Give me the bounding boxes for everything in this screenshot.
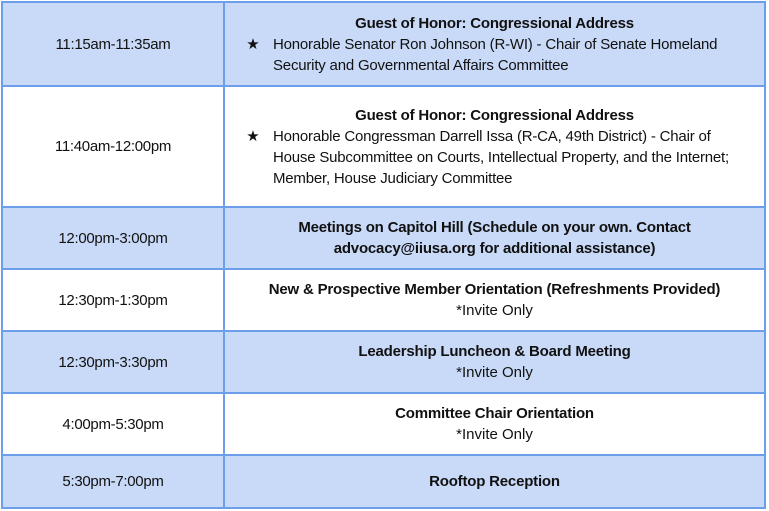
time-cell: 12:30pm-3:30pm <box>2 331 224 393</box>
event-title: Meetings on Capitol Hill (Schedule on your own. Contact advocacy@iiusa.org for additional assistance) <box>298 219 691 257</box>
event-bullet-text: Honorable Senator Ron Johnson (R-WI) - Chair of Senate Homeland Security and Governmental Affairs Committee <box>273 35 718 74</box>
event-title: New & Prospective Member Orientation (Refreshments Provided) <box>268 281 721 298</box>
schedule-row <box>2 207 765 269</box>
event-bullet <box>233 126 756 189</box>
invite-note: *Invite Only <box>456 302 533 319</box>
event-title: Guest of Honor: Congressional Address <box>355 106 634 124</box>
event-cell <box>224 393 765 455</box>
event-cell <box>224 269 765 331</box>
schedule-row <box>2 455 765 508</box>
schedule-row <box>2 86 765 207</box>
time-cell: 11:40am-12:00pm <box>2 86 224 207</box>
event-cell <box>224 455 765 508</box>
invite-note: *Invite Only <box>456 364 533 381</box>
time-cell: 4:00pm-5:30pm <box>2 393 224 455</box>
event-title: Rooftop Reception <box>429 473 560 490</box>
schedule-row <box>2 2 765 86</box>
time-cell: 12:30pm-1:30pm <box>2 269 224 331</box>
event-cell <box>224 86 765 207</box>
event-bullet-text: Honorable Congressman Darrell Issa (R-CA, 49th District) - Chair of House Subcommittee on Courts, Intellectual Property, and the Internet; Member, House Judiciary Committee <box>273 127 729 187</box>
star-icon: ★ <box>246 127 260 145</box>
invite-note: *Invite Only <box>456 426 533 443</box>
schedule-table <box>1 1 766 509</box>
time-cell: 11:15am-11:35am <box>2 2 224 86</box>
event-bullet <box>233 34 756 76</box>
schedule-row <box>2 393 765 455</box>
star-icon: ★ <box>246 35 260 53</box>
event-title: Leadership Luncheon & Board Meeting <box>358 343 631 360</box>
event-cell <box>224 2 765 86</box>
event-cell <box>224 207 765 269</box>
time-cell: 12:00pm-3:00pm <box>2 207 224 269</box>
event-title: Committee Chair Orientation <box>395 405 594 422</box>
event-title: Guest of Honor: Congressional Address <box>355 14 634 32</box>
time-cell: 5:30pm-7:00pm <box>2 455 224 508</box>
schedule-row <box>2 331 765 393</box>
schedule-row <box>2 269 765 331</box>
event-cell <box>224 331 765 393</box>
